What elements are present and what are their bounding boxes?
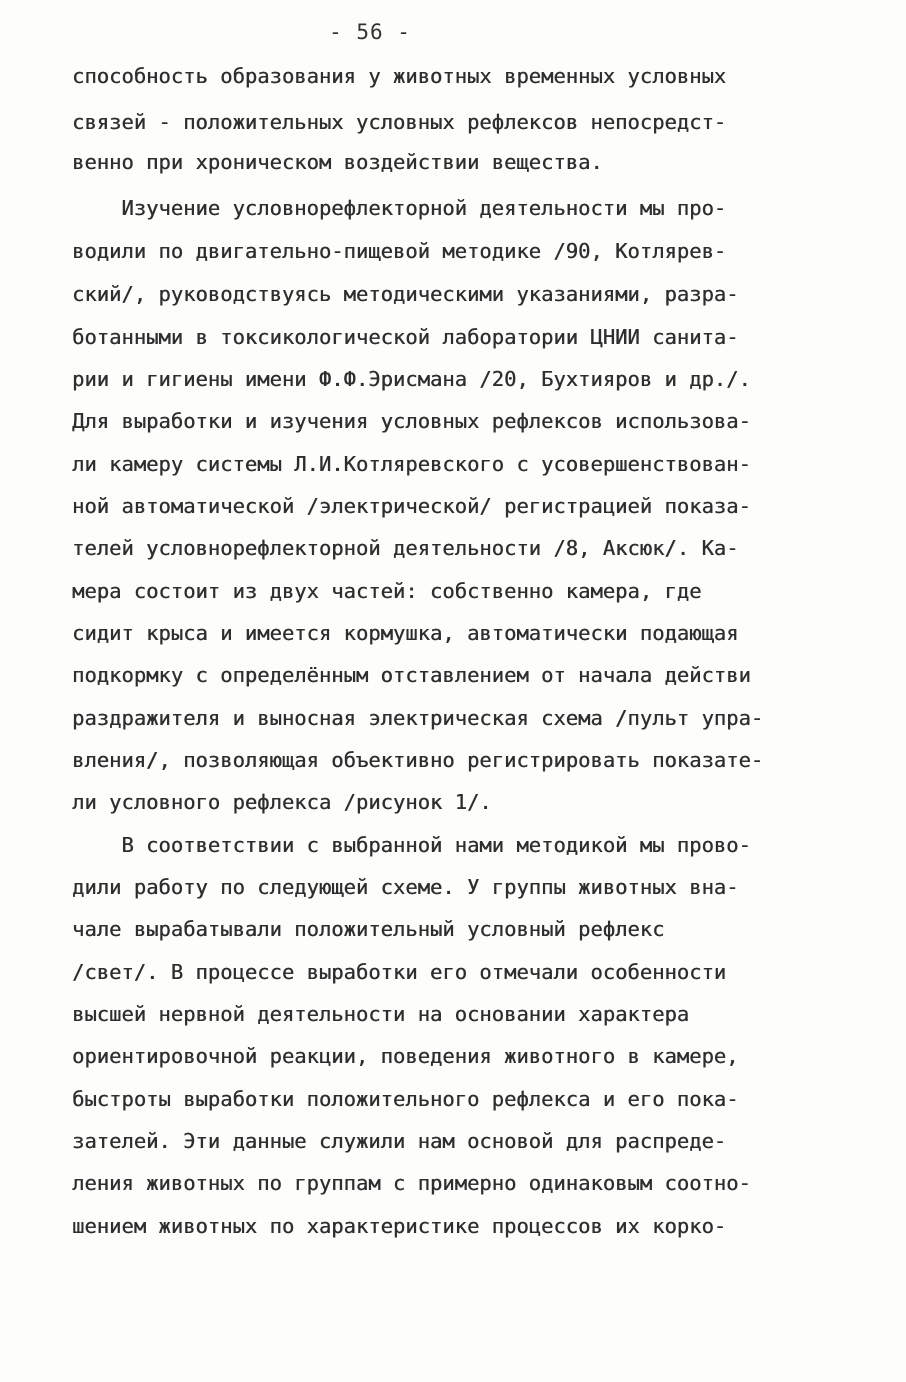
text-line: /свет/. В процессе выработки его отмечали особенности [72, 960, 727, 984]
text-line: дили работу по следующей схеме. У группы животных вна- [72, 875, 739, 899]
text-line: сидит крыса и имеется кормушка, автоматически подающая [72, 621, 739, 645]
text-line: водили по двигательно-пищевой методике /90, Котлярев- [72, 239, 727, 263]
text-line: быстроты выработки положительного рефлекса и его пока- [72, 1087, 739, 1111]
text-line: ский/, руководствуясь методическими указаниями, разра- [72, 282, 739, 306]
page-number: - 56 - [329, 20, 411, 44]
text-line: зателей. Эти данные служили нам основой для распреде- [72, 1129, 727, 1153]
text-line: ли условного рефлекса /рисунок 1/. [72, 790, 492, 814]
text-line: чале вырабатывали положительный условный рефлекс [72, 917, 665, 941]
text-line: вления/, позволяющая объективно регистрировать показате- [72, 748, 764, 772]
text-line: связей - положительных условных рефлексов непосредст- [72, 110, 727, 134]
text-line: ли камеру системы Л.И.Котляревского с усовершенствован- [72, 452, 751, 476]
text-line: подкормку с определённым отставлением от начала действи [72, 663, 751, 687]
text-line: рии и гигиены имени Ф.Ф.Эрисмана /20, Бухтияров и др./. [72, 367, 751, 391]
text-line: ботанными в токсикологической лаборатории ЦНИИ санита- [72, 325, 739, 349]
text-line: ной автоматической /электрической/ регистрацией показа- [72, 494, 751, 518]
text-line: венно при хроническом воздействии вещества. [72, 150, 603, 174]
text-line: высшей нервной деятельности на основании характера [72, 1002, 690, 1026]
text-line: раздражителя и выносная электрическая схема /пульт упра- [72, 706, 764, 730]
text-line: телей условнорефлекторной деятельности /8, Аксюк/. Ка- [72, 536, 739, 560]
text-line: шением животных по характеристике процессов их корко- [72, 1214, 727, 1238]
text-line: В соответствии с выбранной нами методикой мы прово- [72, 833, 751, 857]
text-line: мера состоит из двух частей: собственно камера, где [72, 579, 702, 603]
text-line: Изучение условнорефлекторной деятельности мы про- [72, 196, 727, 220]
text-line: способность образования у животных временных условных [72, 64, 727, 88]
text-line: Для выработки и изучения условных рефлексов использова- [72, 409, 751, 433]
text-line: ления животных по группам с примерно одинаковым соотно- [72, 1171, 751, 1195]
text-line: ориентировочной реакции, поведения животного в камере, [72, 1044, 739, 1068]
